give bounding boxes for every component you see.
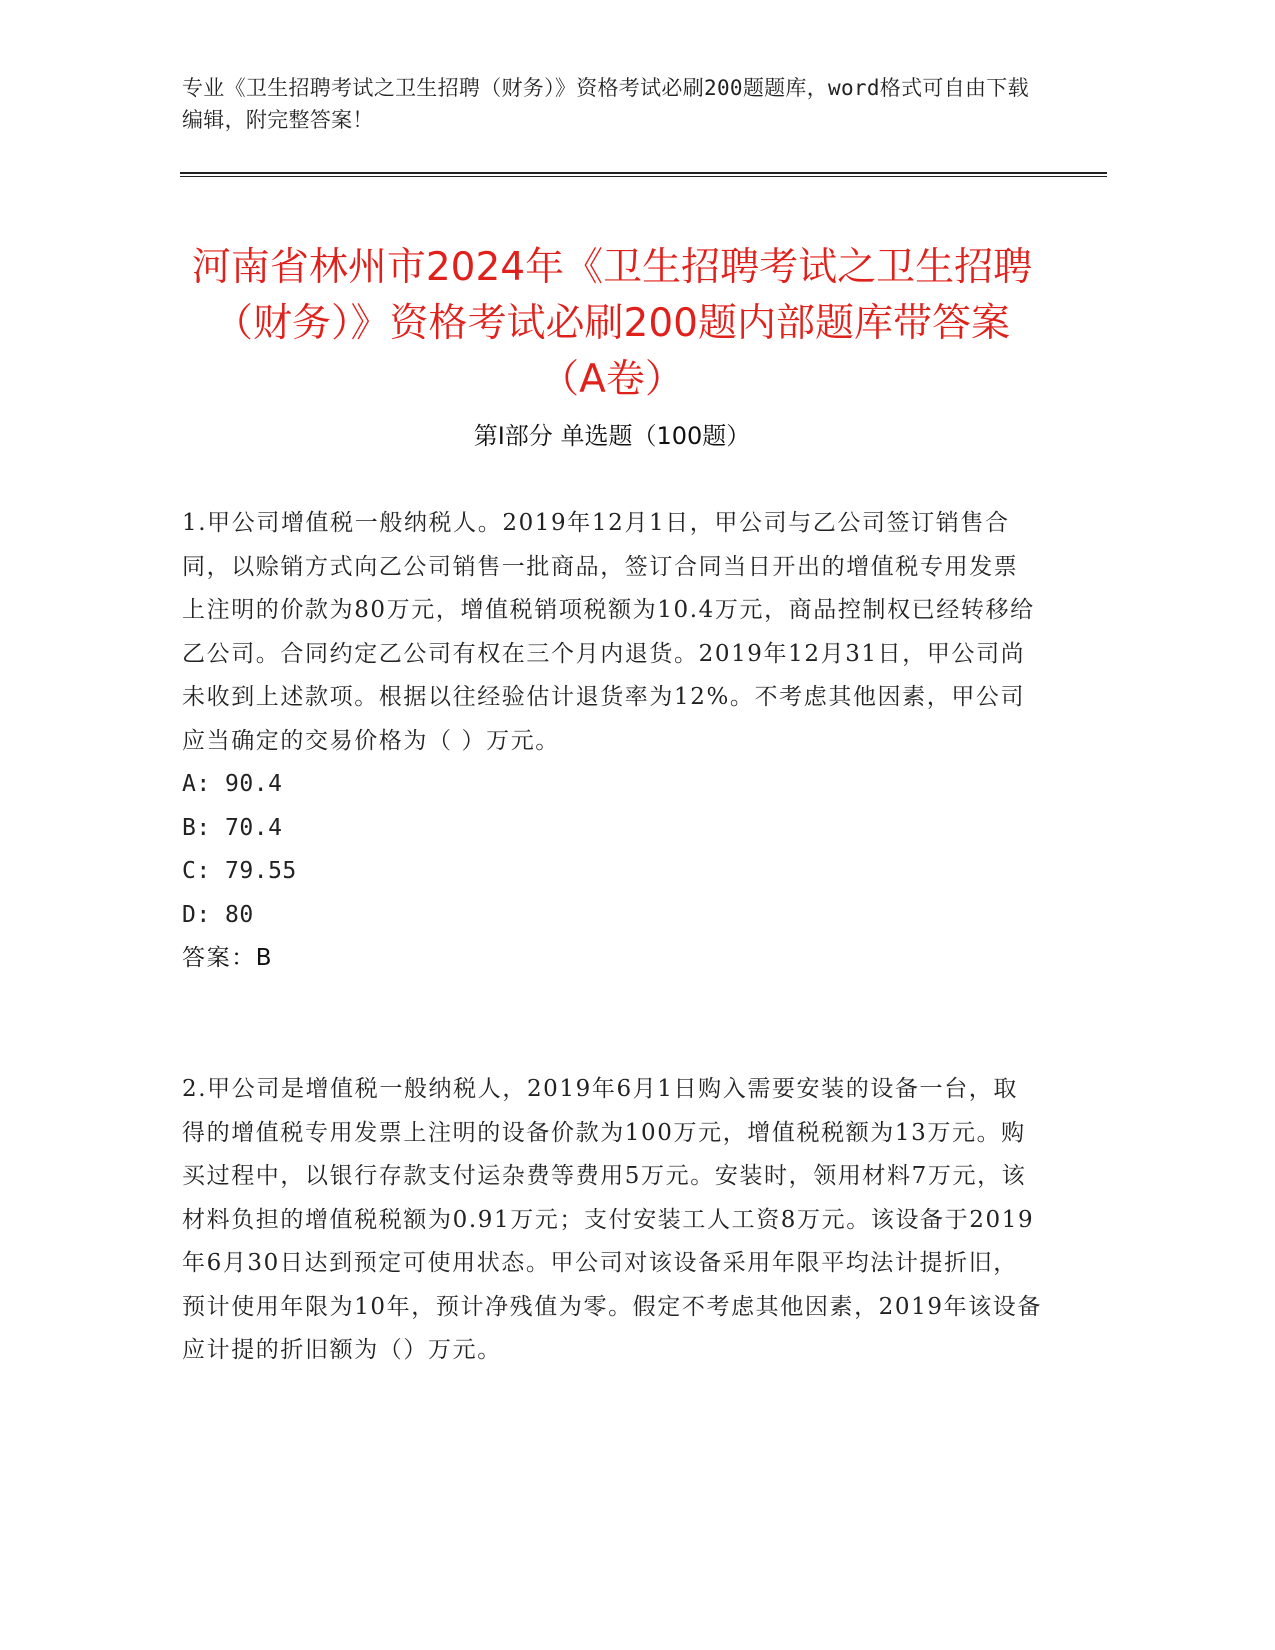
divider-thick-line (180, 172, 1107, 174)
question-text: 1.甲公司增值税一般纳税人。2019年12月1日，甲公司与乙公司签订销售合同，以赊销方式向乙公司销售一批商品，签订合同当日开出的增值税专用发票上注明的价款为80万元，增值税销项税额为10.4万元，商品控制权已经转移给乙公司。合同约定乙公司有权在三个月内退货。2019年12月31日，甲公司尚未收到上述款项。根据以往经验估计退货率为12%。不考虑其他因素，甲公司应当确定的交易价格为（ ）万元。 (182, 510, 1035, 754)
question-2 (182, 1068, 1042, 1373)
question-text: 2.甲公司是增值税一般纳税人，2019年6月1日购入需要安装的设备一台，取得的增值税专用发票上注明的设备价款为100万元，增值税税额为13万元。购买过程中，以银行存款支付运杂费等费用5万元。安装时，领用材料7万元，该材料负担的增值税税额为0.91万元；支付安装工人工资8万元。该设备于2019年6月30日达到预定可使用状态。甲公司对该设备采用年限平均法计提折旧，预计使用年限为10年，预计净残值为零。假定不考虑其他因素，2019年该设备应计提的折旧额为（）万元。 (182, 1076, 1042, 1363)
answer-line: 答案：B (182, 945, 274, 971)
divider-thin-line (180, 176, 1107, 177)
header-note: 专业《卫生招聘考试之卫生招聘（财务）》资格考试必刷200题题库，word格式可自由下载编辑，附完整答案！ (182, 76, 1029, 132)
document-page (182, 0, 1107, 1650)
document-title: 河南省林州市2024年《卫生招聘考试之卫生招聘（财务）》资格考试必刷200题内部题库带答案（A卷） (191, 245, 1033, 403)
option-c: C: 79.55 (182, 858, 297, 884)
option-a: A: 90.4 (182, 771, 283, 797)
option-d: D: 80 (182, 901, 254, 928)
question-1 (182, 502, 1042, 981)
option-b: B: 70.4 (182, 814, 283, 841)
header-divider (180, 172, 1107, 178)
section-title: 第Ⅰ部分 单选题（100题） (473, 422, 751, 450)
